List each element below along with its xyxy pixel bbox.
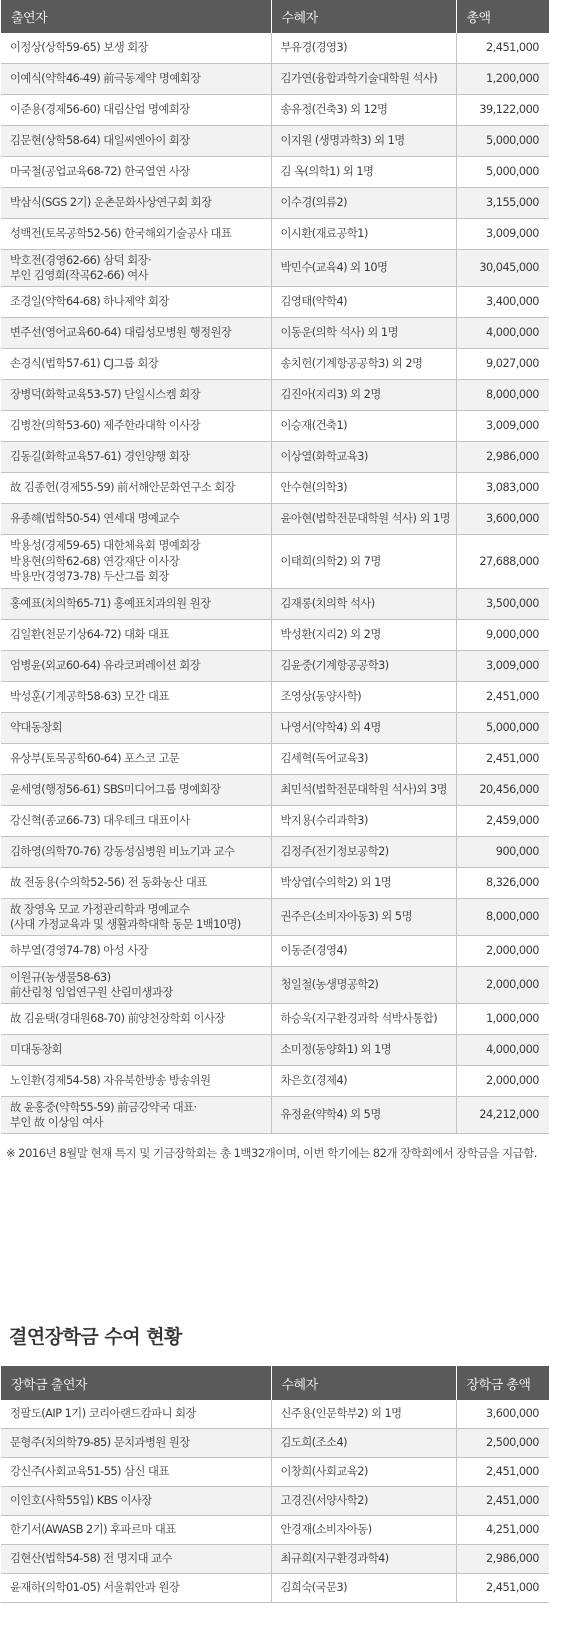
- donor-cell: 미대동창회: [1, 1035, 271, 1066]
- table-row: [1, 967, 549, 1004]
- amount-cell: 3,400,000: [456, 287, 549, 318]
- amount-cell: 1,200,000: [456, 64, 549, 95]
- donor-cell: 이원규(농생물58-63) 前산림청 임업연구원 산림미생과장: [1, 967, 271, 1004]
- donor-cell: 변주선(영어교육60-64) 대림성모병원 행정원장: [1, 318, 271, 349]
- amount-cell: 39,122,000: [456, 95, 549, 126]
- amount-cell: 3,009,000: [456, 651, 549, 682]
- amount-cell: 8,326,000: [456, 868, 549, 899]
- recipient-cell: 이동운(의학 석사) 외 1명: [271, 318, 456, 349]
- amount-cell: 3,600,000: [456, 504, 549, 535]
- donor-cell: 윤재하(의학01-05) 서울휘안과 원장: [1, 1574, 271, 1603]
- amount-cell: 3,083,000: [456, 473, 549, 504]
- amount-cell: 9,027,000: [456, 349, 549, 380]
- header-recipient: 수혜자: [271, 0, 456, 33]
- table-row: [1, 1097, 549, 1134]
- amount-cell: 4,251,000: [456, 1516, 549, 1545]
- recipient-cell: 박상엽(수의학2) 외 1명: [271, 868, 456, 899]
- recipient-cell: 박지용(수리과학3): [271, 806, 456, 837]
- amount-cell: 3,600,000: [456, 1400, 549, 1429]
- table-row: [1, 806, 549, 837]
- recipient-cell: 유정윤(약학4) 외 5명: [271, 1097, 456, 1134]
- table-row: [1, 868, 549, 899]
- recipient-cell: 김영태(약학4): [271, 287, 456, 318]
- table-row: [1, 287, 549, 318]
- recipient-cell: 송치헌(기계항공공학3) 외 2명: [271, 349, 456, 380]
- recipient-cell: 김가연(융합과학기술대학원 석사): [271, 64, 456, 95]
- table-row: [1, 1545, 549, 1574]
- donor-cell: 김일환(천문기상64-72) 대화 대표: [1, 620, 271, 651]
- donor-cell: 유종해(법학50-54) 연세대 명예교수: [1, 504, 271, 535]
- donor-cell: 故 김종헌(경제55-59) 前서해안문화연구소 회장: [1, 473, 271, 504]
- donor-cell: 손경식(법학57-61) CJ그룹 회장: [1, 349, 271, 380]
- amount-cell: 3,155,000: [456, 188, 549, 219]
- amount-cell: 3,500,000: [456, 589, 549, 620]
- recipient-cell: 박민수(교육4) 외 10명: [271, 250, 456, 287]
- donor-cell: 박성훈(기계공학58-63) 모간 대표: [1, 682, 271, 713]
- table-row: [1, 250, 549, 287]
- recipient-cell: 이시환(재료공학1): [271, 219, 456, 250]
- table-row: [1, 504, 549, 535]
- recipient-cell: 윤아현(법학전문대학원 석사) 외 1명: [271, 504, 456, 535]
- amount-cell: 8,000,000: [456, 380, 549, 411]
- recipient-cell: 나영서(약학4) 외 4명: [271, 713, 456, 744]
- amount-cell: 5,000,000: [456, 126, 549, 157]
- main-scholarship-table: [1, 0, 549, 1134]
- donor-cell: 마국철(공업교육68-72) 한국열연 사장: [1, 157, 271, 188]
- amount-cell: 8,000,000: [456, 899, 549, 936]
- donor-cell: 정팔도(AIP 1기) 코리아랜드캄파니 회장: [1, 1400, 271, 1429]
- header-donor: 장학금 출연자: [1, 1366, 271, 1400]
- amount-cell: 20,456,000: [456, 775, 549, 806]
- table-row: [1, 589, 549, 620]
- recipient-cell: 조영상(동양사학): [271, 682, 456, 713]
- recipient-cell: 신주용(인문학부2) 외 1명: [271, 1400, 456, 1429]
- donor-cell: 박용성(경제59-65) 대한체육회 명예회장 박용현(의학62-68) 연강재단 이사장 박용만(경영73-78) 두산그룹 회장: [1, 535, 271, 589]
- recipient-cell: 고경진(서양사학2): [271, 1487, 456, 1516]
- recipient-cell: 김 옥(의학1) 외 1명: [271, 157, 456, 188]
- recipient-cell: 송유정(건축3) 외 12명: [271, 95, 456, 126]
- recipient-cell: 이승재(건축1): [271, 411, 456, 442]
- second-table-wrap: [0, 1366, 549, 1603]
- table-row: [1, 1574, 549, 1603]
- donor-cell: 약대동창회: [1, 713, 271, 744]
- donor-cell: 이정상(상학59-65) 보생 회장: [1, 33, 271, 64]
- recipient-cell: 이수경(의류2): [271, 188, 456, 219]
- table-row: [1, 1066, 549, 1097]
- donor-cell: 이예식(약학46-49) 前극동제약 명예회장: [1, 64, 271, 95]
- header-donor: 출연자: [1, 0, 271, 33]
- donor-cell: 故 전동용(수의학52-56) 전 동화농산 대표: [1, 868, 271, 899]
- amount-cell: 3,009,000: [456, 411, 549, 442]
- table-row: [1, 744, 549, 775]
- donor-cell: 김동길(화학교육57-61) 경인양행 회장: [1, 442, 271, 473]
- table-row: [1, 713, 549, 744]
- recipient-cell: 김진아(지리3) 외 2명: [271, 380, 456, 411]
- amount-cell: 3,009,000: [456, 219, 549, 250]
- amount-cell: 2,451,000: [456, 1458, 549, 1487]
- recipient-cell: 김재롱(치의학 석사): [271, 589, 456, 620]
- table-row: [1, 442, 549, 473]
- recipient-cell: 소미정(동양화1) 외 1명: [271, 1035, 456, 1066]
- recipient-cell: 부유경(경영3): [271, 33, 456, 64]
- amount-cell: 2,451,000: [456, 744, 549, 775]
- amount-cell: 5,000,000: [456, 157, 549, 188]
- section-title: 결연장학금 수여 현황: [9, 1326, 182, 1348]
- table-header-row: [1, 0, 549, 33]
- table-row: [1, 95, 549, 126]
- amount-cell: 27,688,000: [456, 535, 549, 589]
- table-row: [1, 682, 549, 713]
- donor-cell: 하부열(경영74-78) 아성 사장: [1, 936, 271, 967]
- recipient-cell: 최민석(법학전문대학원 석사)외 3명: [271, 775, 456, 806]
- amount-cell: 2,000,000: [456, 967, 549, 1004]
- header-recipient: 수혜자: [271, 1366, 456, 1400]
- recipient-cell: 권주은(소비자아동3) 외 5명: [271, 899, 456, 936]
- donor-cell: 故 장영옥 모교 가정관리학과 명예교수 (사대 가정교육과 및 생활과학대학 동문 1백10명): [1, 899, 271, 936]
- donor-cell: 장병덕(화학교육53-57) 단일시스켐 회장: [1, 380, 271, 411]
- recipient-cell: 김정주(전기정보공학2): [271, 837, 456, 868]
- table-row: [1, 411, 549, 442]
- footnote: ※ 2016년 8월말 현재 특지 및 기금장학회는 총 1백32개이며, 이번 학기에는 82개 장학회에서 장학금을 지급함.: [6, 1146, 537, 1160]
- donor-cell: 홍예표(치의학65-71) 홍예표치과의원 원장: [1, 589, 271, 620]
- recipient-cell: 이상열(화학교육3): [271, 442, 456, 473]
- table-row: [1, 126, 549, 157]
- donor-cell: 김현산(법학54-58) 전 명지대 교수: [1, 1545, 271, 1574]
- donor-cell: 엄병윤(외교60-64) 유라코퍼레이션 회장: [1, 651, 271, 682]
- amount-cell: 2,500,000: [456, 1429, 549, 1458]
- table-row: [1, 1487, 549, 1516]
- amount-cell: 2,459,000: [456, 806, 549, 837]
- amount-cell: 2,451,000: [456, 1487, 549, 1516]
- table-row: [1, 157, 549, 188]
- amount-cell: 2,000,000: [456, 1066, 549, 1097]
- donor-cell: 故 윤홍중(약학55-59) 前금강약국 대표· 부인 故 이상임 여사: [1, 1097, 271, 1134]
- table-row: [1, 33, 549, 64]
- amount-cell: 2,451,000: [456, 33, 549, 64]
- donor-cell: 김하영(의학70-76) 강동성심병원 비뇨기과 교수: [1, 837, 271, 868]
- amount-cell: 5,000,000: [456, 713, 549, 744]
- table-row: [1, 936, 549, 967]
- recipient-cell: 청일철(농생명공학2): [271, 967, 456, 1004]
- donor-cell: 김문현(상학58-64) 대일씨엔아이 회장: [1, 126, 271, 157]
- main-table-body: [1, 33, 549, 1134]
- recipient-cell: 김희숙(국문3): [271, 1574, 456, 1603]
- donor-cell: 故 김윤택(경대원68-70) 前양천장학회 이사장: [1, 1004, 271, 1035]
- donor-cell: 조경일(약학64-68) 하나제약 회장: [1, 287, 271, 318]
- table-row: [1, 380, 549, 411]
- donor-cell: 박호전(경영62-66) 삼덕 회장· 부인 김영희(작곡62-66) 여사: [1, 250, 271, 287]
- donor-cell: 유상부(토목공학60-64) 포스코 고문: [1, 744, 271, 775]
- amount-cell: 2,451,000: [456, 682, 549, 713]
- table-row: [1, 1429, 549, 1458]
- donor-cell: 강신주(사회교육51-55) 삼신 대표: [1, 1458, 271, 1487]
- donor-cell: 성백전(토목공학52-56) 한국해외기술공사 대표: [1, 219, 271, 250]
- table-row: [1, 535, 549, 589]
- recipient-cell: 안수현(의학3): [271, 473, 456, 504]
- table-row: [1, 1400, 549, 1429]
- recipient-cell: 박성환(지리2) 외 2명: [271, 620, 456, 651]
- header-amount: 총액: [456, 0, 549, 33]
- donor-cell: 노인환(경제54-58) 자유북한방송 방송위원: [1, 1066, 271, 1097]
- donor-cell: 이인호(사학55입) KBS 이사장: [1, 1487, 271, 1516]
- donor-cell: 박삼식(SGS 2기) 운촌문화사상연구회 회장: [1, 188, 271, 219]
- recipient-cell: 하승욱(지구환경과학 석박사통합): [271, 1004, 456, 1035]
- table-header-row: [1, 1366, 549, 1400]
- table-row: [1, 318, 549, 349]
- donor-cell: 이준용(경제56-60) 대림산업 명예회장: [1, 95, 271, 126]
- amount-cell: 9,000,000: [456, 620, 549, 651]
- table-row: [1, 837, 549, 868]
- recipient-cell: 이지원 (생명과학3) 외 1명: [271, 126, 456, 157]
- amount-cell: 2,451,000: [456, 1574, 549, 1603]
- table-row: [1, 1035, 549, 1066]
- table-row: [1, 1458, 549, 1487]
- recipient-cell: 차은호(경제4): [271, 1066, 456, 1097]
- recipient-cell: 이동준(경영4): [271, 936, 456, 967]
- table-row: [1, 775, 549, 806]
- amount-cell: 1,000,000: [456, 1004, 549, 1035]
- table-row: [1, 473, 549, 504]
- donor-cell: 문형주(치의학79-85) 문치과병원 원장: [1, 1429, 271, 1458]
- recipient-cell: 이창희(사회교육2): [271, 1458, 456, 1487]
- amount-cell: 4,000,000: [456, 1035, 549, 1066]
- amount-cell: 2,986,000: [456, 442, 549, 473]
- recipient-cell: 안경재(소비자아동): [271, 1516, 456, 1545]
- donor-cell: 강신혁(종교66-73) 대우테크 대표이사: [1, 806, 271, 837]
- table-row: [1, 1516, 549, 1545]
- donor-cell: 윤세영(행정56-61) SBS미디어그룹 명예회장: [1, 775, 271, 806]
- donor-cell: 한기서(AWASB 2기) 후파르마 대표: [1, 1516, 271, 1545]
- amount-cell: 4,000,000: [456, 318, 549, 349]
- table-row: [1, 1004, 549, 1035]
- recipient-cell: 김도희(조소4): [271, 1429, 456, 1458]
- second-table-body: [1, 1400, 549, 1603]
- amount-cell: 2,986,000: [456, 1545, 549, 1574]
- table-row: [1, 349, 549, 380]
- table-row: [1, 64, 549, 95]
- amount-cell: 30,045,000: [456, 250, 549, 287]
- table-row: [1, 188, 549, 219]
- table-row: [1, 899, 549, 936]
- amount-cell: 24,212,000: [456, 1097, 549, 1134]
- recipient-cell: 김세혁(독어교육3): [271, 744, 456, 775]
- sponsorship-scholarship-table: [1, 1366, 549, 1603]
- amount-cell: 900,000: [456, 837, 549, 868]
- header-amount: 장학금 총액: [456, 1366, 549, 1400]
- recipient-cell: 이태희(의학2) 외 7명: [271, 535, 456, 589]
- amount-cell: 2,000,000: [456, 936, 549, 967]
- table-row: [1, 620, 549, 651]
- recipient-cell: 최규희(지구환경과학4): [271, 1545, 456, 1574]
- table-row: [1, 651, 549, 682]
- recipient-cell: 김윤중(기계항공공학3): [271, 651, 456, 682]
- donor-cell: 김병찬(의학53-60) 제주한라대학 이사장: [1, 411, 271, 442]
- table-row: [1, 219, 549, 250]
